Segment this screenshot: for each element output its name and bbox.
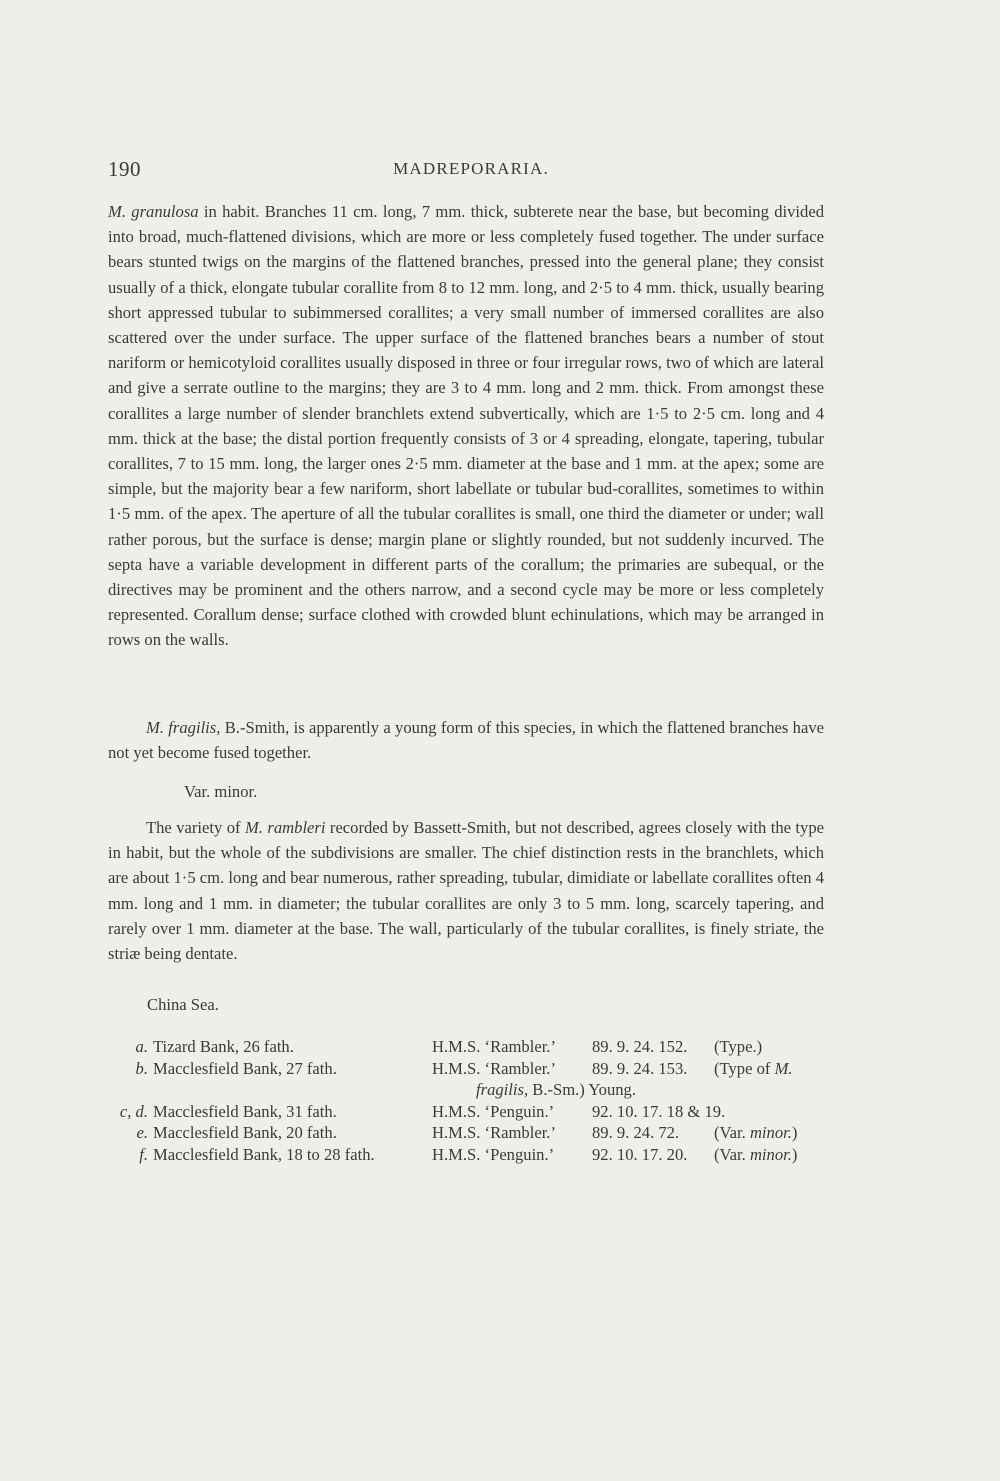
specimen-reference	[432, 1144, 824, 1166]
paragraph-text: recorded by Bassett-Smith, but not described, agrees closely with the type in habit, but the whole of the subdivisions are smaller. The chief distinction rests in the branchlets, which are about 1·5 cm. long and bear numerous, rather spreading, tubular, dimidiate or labellate corallites often 4 mm. long and 1 mm. in diameter; the tubular corallites are only 3 to 5 mm. long, scarcely tapering, and rarely over 1 mm. diameter at the base. The wall, particularly of the tubular corallites, is finely striate, the striæ being dentate.	[108, 818, 824, 964]
specimen-register-number: 92. 10. 17. 20.	[592, 1144, 688, 1164]
specimen-row	[108, 1144, 824, 1166]
paragraph-text: in habit. Branches 11 cm. long, 7 mm. thick, subterete near the base, but becoming divided into broad, much-flattened divisions, which are more or less completely fused together. The under surface bears stunted twigs on the margins of the flattened branches, pressed into the general plane; they consist usually of a thick, elongate tubular corallite from 8 to 12 mm. long, and 2·5 to 4 mm. thick, usually bearing short appressed tubular to subimmersed corallites; a very small number of immersed corallites are also scattered over the under surface. The upper surface of the flattened branches bears a number of stout nariform or hemicotyloid corallites usually disposed in three or four irregular rows, two of which are lateral and give a serrate outline to the margins; they are 3 to 4 mm. long and 2 mm. thick. From amongst these corallites a large number of slender branchlets extend subvertically, which are 1·5 to 2·5 cm. long and 4 mm. thick at the base; the distal portion frequently consists of 3 or 4 spreading, elongate, tapering, tubular corallites, 7 to 15 mm. long, the larger ones 2·5 mm. diameter at the base and 1 mm. at the apex; some are simple, but the majority bear a few nariform, short labellate or tubular bud-corallites, sometimes to within 1·5 mm. of the apex. The aperture of all the tubular corallites is small, one third the diameter or under; wall rather porous, but the surface is dense; margin plane or slightly rounded, but not suddenly incurved. The septa have a variable development in different parts of the corallum; the primaries are subequal, or the directives may be prominent and the others narrow, and a second cycle may be more or less completely represented. Corallum dense; surface clothed with crowded blunt echinulations, which may be arranged in rows on the walls.	[108, 202, 824, 650]
specimen-note: (Type.)	[714, 1037, 763, 1056]
specimen-ship: H.M.S. ‘Rambler.’	[432, 1058, 556, 1078]
species-name-italic: M. rambleri	[245, 818, 326, 837]
specimen-reference	[432, 1036, 824, 1058]
specimen-row	[108, 1036, 824, 1058]
specimen-locality: Macclesfield Bank, 20 fath.	[153, 1123, 337, 1142]
specimen-note-italic: minor.	[749, 1123, 792, 1142]
specimen-note-end: )	[791, 1123, 798, 1142]
specimen-reference	[432, 1101, 824, 1123]
specimen-letter: f.	[139, 1144, 148, 1164]
specimen-register-number: 89. 9. 24. 72.	[592, 1123, 680, 1142]
paragraph-main-description	[108, 199, 824, 653]
specimen-letter: b.	[135, 1058, 148, 1078]
paragraph-variety-description	[108, 815, 824, 966]
paragraph-fragilis-note	[108, 715, 824, 765]
specimen-note-continuation	[108, 1079, 824, 1101]
specimen-note: B.-Sm.) Young.	[528, 1080, 637, 1099]
specimen-note-end: )	[791, 1144, 798, 1164]
specimen-note-italic: M.	[774, 1058, 793, 1078]
species-name-italic: M. fragilis,	[146, 718, 221, 737]
specimen-ship: H.M.S. ‘Rambler.’	[432, 1123, 556, 1142]
specimen-register-number: 92. 10. 17. 18 & 19.	[592, 1101, 726, 1121]
paragraph-text: B.-Smith, is apparently a young form of this species, in which the flattened branches have not yet become fused together.	[108, 718, 824, 763]
specimen-locality: Macclesfield Bank, 27 fath.	[153, 1058, 337, 1078]
specimen-list	[108, 1036, 824, 1165]
running-head	[108, 157, 824, 187]
specimen-register-number: 89. 9. 24. 153.	[592, 1058, 688, 1078]
paragraph-text: The variety of	[146, 818, 245, 837]
specimen-register-number: 89. 9. 24. 152.	[592, 1037, 688, 1056]
specimen-letter: a.	[135, 1037, 148, 1056]
variety-heading: Var. minor.	[184, 782, 258, 801]
running-title: MADREPORARIA.	[393, 159, 549, 178]
specimen-note: (Var.	[714, 1123, 750, 1142]
specimen-note: (Type of	[714, 1058, 775, 1078]
specimen-ship: H.M.S. ‘Penguin.’	[432, 1101, 555, 1121]
specimen-ship: H.M.S. ‘Rambler.’	[432, 1037, 556, 1056]
specimen-note: (Var.	[714, 1144, 750, 1164]
specimen-letter: c, d.	[119, 1101, 148, 1121]
specimen-reference	[432, 1058, 824, 1080]
specimen-locality: Tizard Bank, 26 fath.	[153, 1037, 294, 1056]
locality-heading: China Sea.	[147, 995, 219, 1014]
specimen-reference	[432, 1122, 824, 1144]
specimen-row	[108, 1101, 824, 1123]
species-name-italic: M. granulosa	[108, 202, 199, 221]
specimen-note-italic: minor.	[749, 1144, 792, 1164]
specimen-note-italic: fragilis,	[476, 1080, 529, 1099]
specimen-locality: Macclesfield Bank, 31 fath.	[153, 1101, 337, 1121]
specimen-ship: H.M.S. ‘Penguin.’	[432, 1144, 555, 1164]
specimen-locality: Macclesfield Bank, 18 to 28 fath.	[153, 1144, 375, 1164]
specimen-row	[108, 1122, 824, 1144]
specimen-row	[108, 1058, 824, 1080]
page-number: 190	[108, 157, 141, 181]
specimen-letter: e.	[136, 1123, 148, 1142]
